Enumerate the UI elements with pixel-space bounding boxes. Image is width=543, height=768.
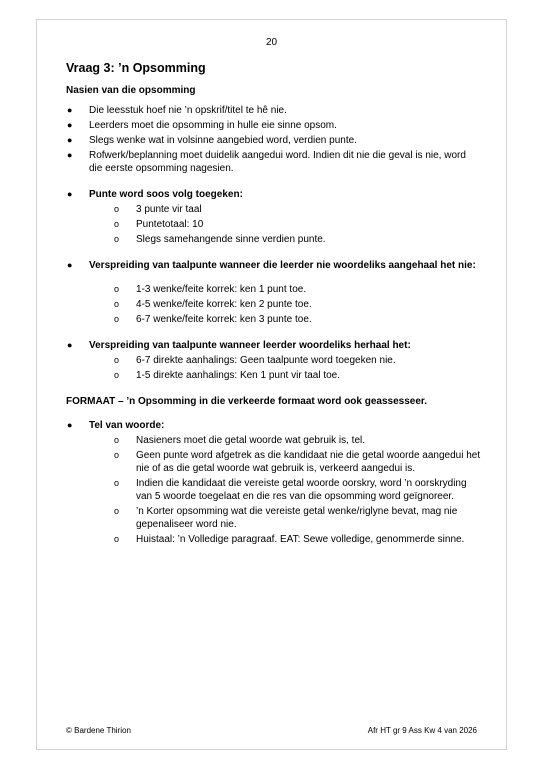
circle-bullet-icon: o (114, 370, 120, 380)
list-item: ● Slegs wenke wat in volsinne aangebied word, verdien punte. (67, 135, 357, 146)
spread-verbatim-heading: Verspreiding van taalpunte wanneer leerder woordeliks herhaal het: (89, 340, 411, 351)
circle-bullet-icon: o (114, 284, 120, 294)
sub-list-item: o Puntetotaal: 10 (114, 219, 204, 230)
bullet-icon: ● (67, 135, 73, 145)
circle-bullet-icon: o (114, 450, 120, 460)
question-title: Vraag 3: ’n Opsomming (66, 61, 206, 75)
sub-list-item: o 6-7 wenke/feite korrek: ken 3 punte toe. (114, 314, 312, 325)
circle-bullet-icon: o (114, 314, 120, 324)
sub-list-item: o Slegs samehangende sinne verdien punte. (114, 234, 326, 245)
format-heading: FORMAAT – ’n Opsomming in die verkeerde formaat word ook geassesseer. (66, 396, 428, 407)
sub-list-item: o ’n Korter opsomming wat die vereiste getal wenke/riglyne bevat, mag nie gepenaliseer word nie. (114, 506, 458, 530)
sub-list-item: o Nasieners moet die getal woorde wat gebruik is, tel. (114, 435, 366, 446)
footer-document-info: Afr HT gr 9 Ass Kw 4 van 2026 (367, 726, 477, 735)
document-body (66, 62, 481, 548)
spread-verbatim-section (66, 339, 481, 382)
bullet-icon: ● (67, 120, 73, 130)
page-number: 20 (265, 37, 278, 48)
list-item: ● Leerders moet die opsomming in hulle eie sinne opsom. (67, 120, 337, 131)
circle-bullet-icon: o (114, 506, 120, 516)
circle-bullet-icon: o (114, 355, 120, 365)
circle-bullet-icon: o (114, 435, 120, 445)
circle-bullet-icon: o (114, 299, 120, 309)
sub-list-item: o 3 punte vir taal (114, 204, 202, 215)
points-heading: Punte word soos volg toegeken: (89, 189, 243, 200)
spread-not-verbatim-section (66, 259, 481, 326)
bullet-icon: ● (67, 340, 73, 350)
list-item (66, 188, 481, 246)
bullet-icon: ● (67, 105, 73, 115)
sub-list-item: o 1-5 direkte aanhalings: Ken 1 punt vir taal toe. (114, 370, 341, 381)
list-item: ● Rofwerk/beplanning moet duidelik aangedui word. Indien dit nie die geval is nie, word die eerste opsomming nagesien. (67, 150, 466, 174)
circle-bullet-icon: o (114, 219, 120, 229)
intro-bullet-list (66, 104, 481, 175)
sub-list-item: o 6-7 direkte aanhalings: Geen taalpunte word toegeken nie. (114, 355, 396, 366)
marking-subheading: Nasien van die opsomming (66, 85, 196, 96)
word-count-heading: Tel van woorde: (89, 420, 165, 431)
sub-list-item: o Huistaal: ’n Volledige paragraaf. EAT: Sewe volledige, genommerde sinne. (114, 534, 465, 545)
circle-bullet-icon: o (114, 534, 120, 544)
bullet-icon: ● (67, 150, 73, 160)
points-section (66, 188, 481, 246)
circle-bullet-icon: o (114, 478, 120, 488)
circle-bullet-icon: o (114, 234, 120, 244)
sub-list-item: o 1-3 wenke/feite korrek: ken 1 punt toe. (114, 284, 307, 295)
sub-list-item: o 4-5 wenke/feite korrek: ken 2 punte toe. (114, 299, 312, 310)
list-item (66, 339, 481, 382)
sub-list-item: o Geen punte word afgetrek as die kandidaat nie die getal woorde aangedui het nie of as die getal woorde wat gebruik is, verkeerd aangedui is. (114, 450, 481, 474)
word-count-section (66, 419, 481, 546)
bullet-icon: ● (67, 420, 73, 430)
list-item (66, 419, 481, 546)
list-item: ● Die leesstuk hoef nie ’n opskrif/titel te hê nie. (67, 105, 287, 116)
circle-bullet-icon: o (114, 204, 120, 214)
footer-copyright: © Bardene Thirion (66, 726, 131, 735)
bullet-icon: ● (67, 189, 73, 199)
bullet-icon: ● (67, 260, 73, 270)
list-item (66, 259, 481, 326)
sub-list-item: o Indien die kandidaat die vereiste getal woorde oorskry, word ’n oorskryding van 5 woorde toegelaat en die res van die opsomming word geïgnoreer. (114, 478, 467, 502)
spread-not-verbatim-heading: Verspreiding van taalpunte wanneer die leerder nie woordeliks aangehaal het nie: (89, 260, 476, 271)
